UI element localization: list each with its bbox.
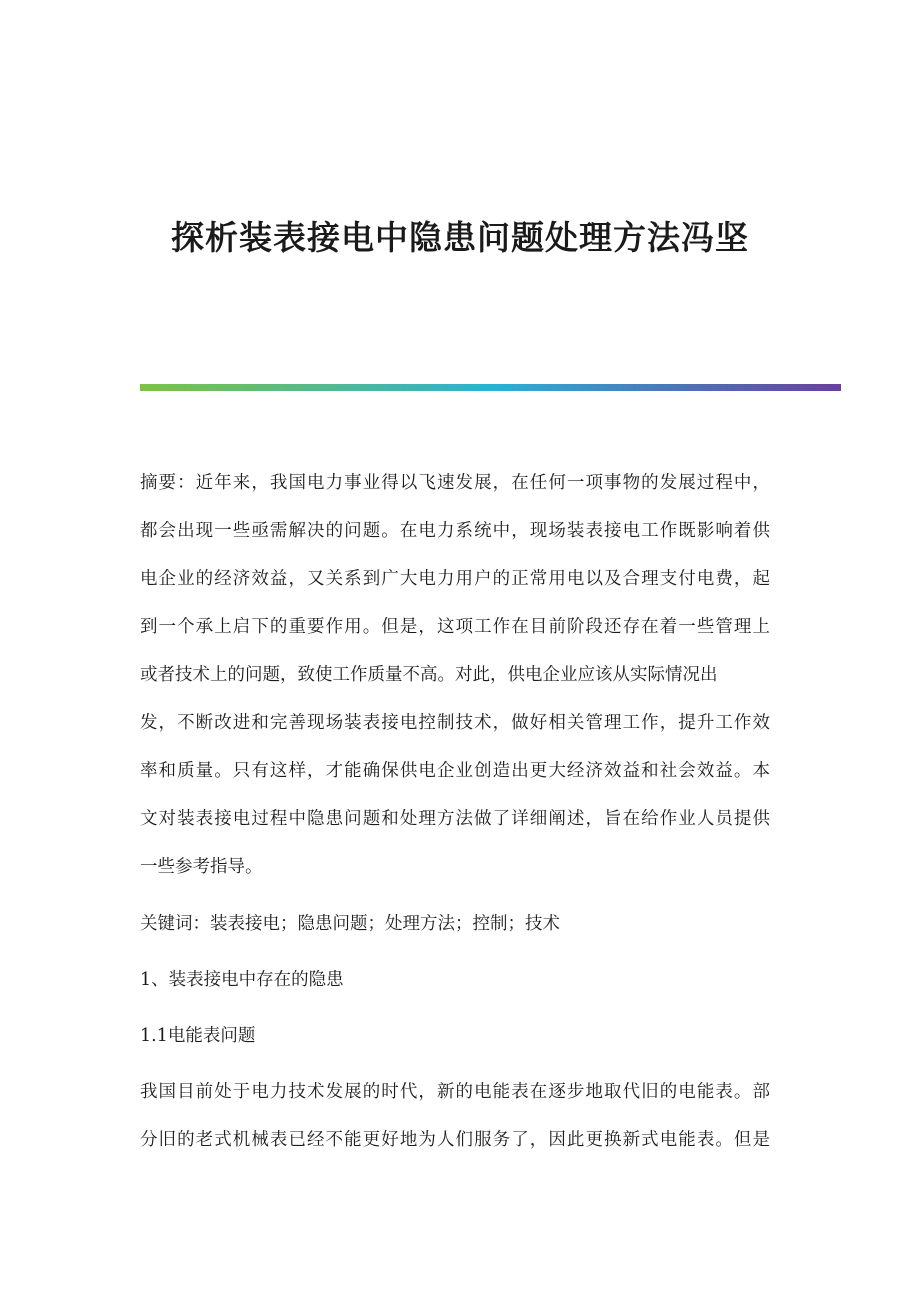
body-line: 我国目前处于电力技术发展的时代，新的电能表在逐步地取代旧的电能表。部: [140, 1082, 770, 1102]
abstract-line: 文对装表接电过程中隐患问题和处理方法做了详细阐述，旨在给作业人员提供: [140, 809, 770, 829]
document-title: 探析装表接电中隐患问题处理方法冯坚: [171, 218, 749, 257]
abstract-line: 到一个承上启下的重要作用。但是，这项工作在目前阶段还存在着一些管理上: [140, 617, 770, 637]
divider-bar: [140, 384, 841, 391]
abstract-line: 发，不断改进和完善现场装表接电控制技术，做好相关管理工作，提升工作效: [140, 713, 770, 733]
keywords-line: 关键词：装表接电；隐患问题；处理方法；控制；技术: [140, 914, 560, 934]
abstract-line: 一些参考指导。: [140, 857, 263, 877]
subsection-heading: 1.1电能表问题: [140, 1026, 256, 1046]
section-heading: 1、装表接电中存在的隐患: [140, 970, 344, 990]
abstract-line: 摘要：近年来，我国电力事业得以飞速发展，在任何一项事物的发展过程中，: [140, 473, 770, 493]
abstract-line: 都会出现一些亟需解决的问题。在电力系统中，现场装表接电工作既影响着供: [140, 521, 770, 541]
abstract-line: 率和质量。只有这样，才能确保供电企业创造出更大经济效益和社会效益。本: [140, 761, 770, 781]
abstract-line: 或者技术上的问题，致使工作质量不高。对此，供电企业应该从实际情况出: [140, 665, 718, 685]
body-line: 分旧的老式机械表已经不能更好地为人们服务了，因此更换新式电能表。但是: [140, 1130, 770, 1150]
abstract-line: 电企业的经济效益，又关系到广大电力用户的正常用电以及合理支付电费，起: [140, 569, 770, 589]
title-divider: [140, 384, 841, 391]
